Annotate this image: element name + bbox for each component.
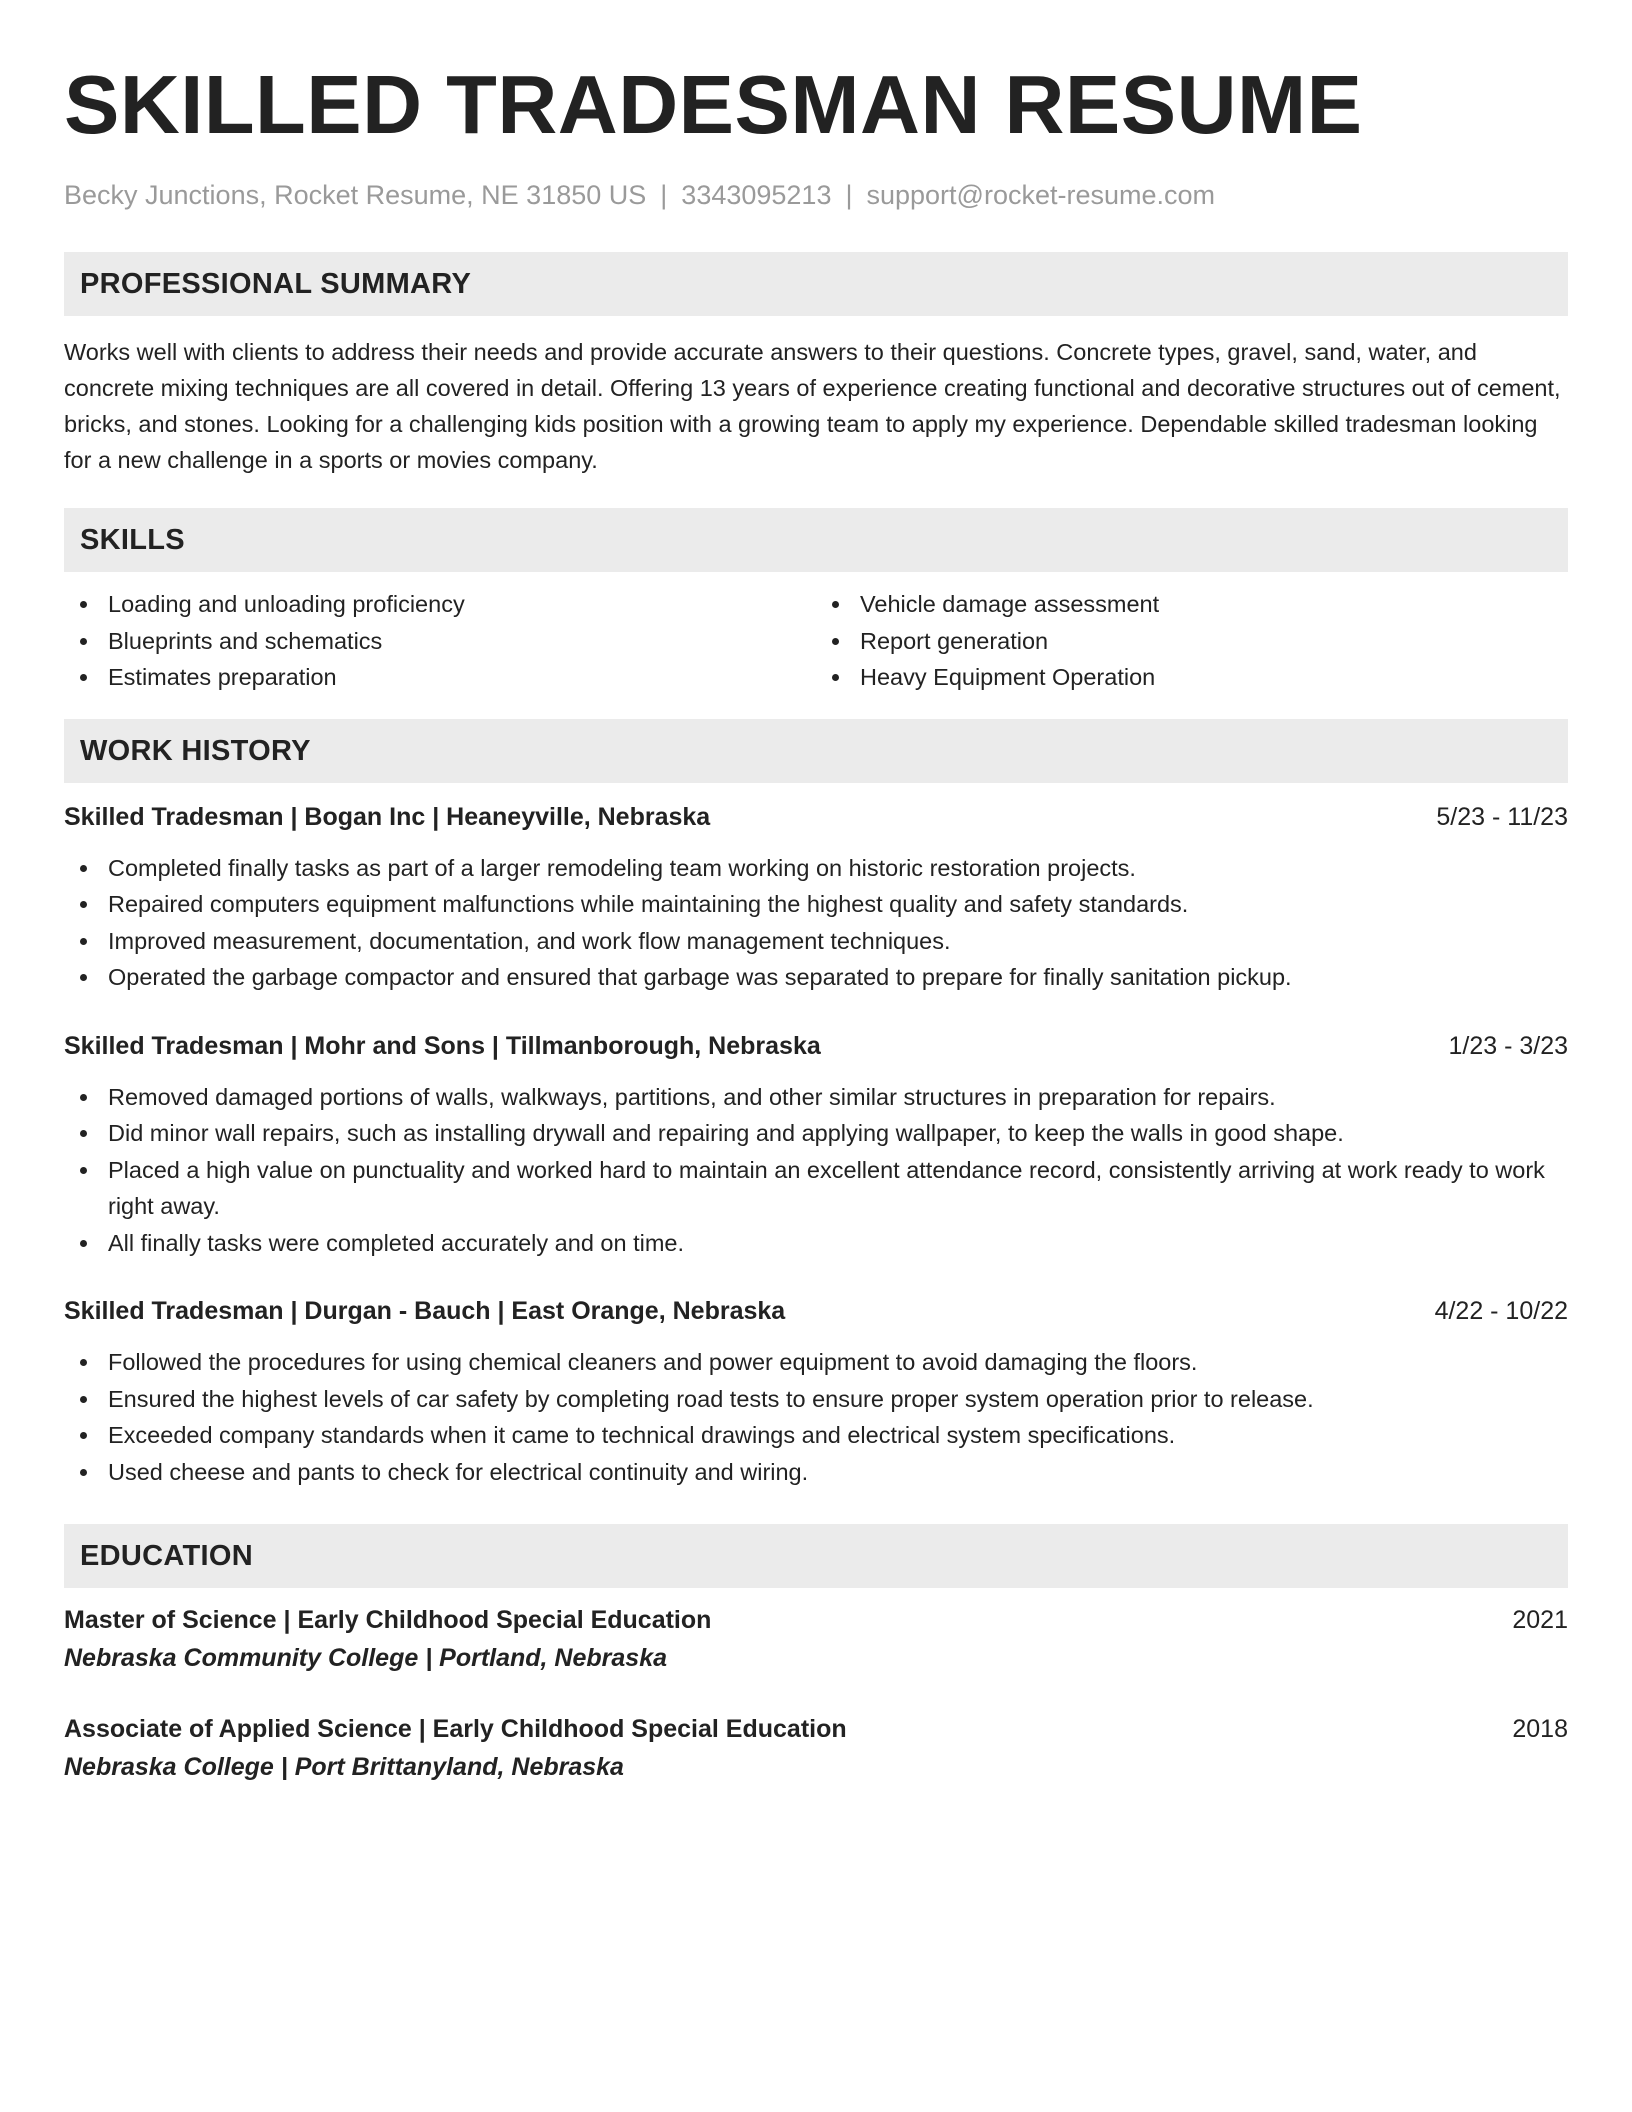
job-bullet: All finally tasks were completed accurately and on time. [64,1225,1568,1262]
skill-item: Vehicle damage assessment [816,586,1568,623]
skill-item: Heavy Equipment Operation [816,659,1568,696]
skills-column-left [64,586,816,696]
education-school: Nebraska Community College | Portland, Nebraska [64,1644,668,1672]
skill-item: Estimates preparation [64,659,816,696]
education-heading: EDUCATION [64,1524,1568,1588]
job-entry [64,1293,1568,1490]
skill-item: Loading and unloading proficiency [64,586,816,623]
job-bullet: Completed finally tasks as part of a larger remodeling team working on historic restoration projects. [64,850,1568,887]
education-entry [64,1602,1568,1677]
job-header [64,799,1568,835]
contact-separator: | [660,180,668,210]
job-bullets [64,1344,1568,1490]
education-header [64,1711,1568,1748]
summary-text: Works well with clients to address their needs and provide accurate answers to their questions. Concrete types, gravel, sand, water, and concrete mixing techniques are all covered in detail. Offering 13 years of experience creating functional and decorative structures out of cement, bricks, and stones. Looking for a challenging kids position with a growing team to apply my experience. Dependable skilled tradesman looking for a new challenge in a sports or movies company. [64,339,1561,473]
job-bullet: Removed damaged portions of walls, walkways, partitions, and other similar structures in preparation for repairs. [64,1079,1568,1116]
job-bullet: Operated the garbage compactor and ensured that garbage was separated to prepare for finally sanitation pickup. [64,959,1568,996]
education-header [64,1602,1568,1639]
job-dates: 4/22 - 10/22 [1434,1297,1568,1325]
job-header [64,1293,1568,1329]
job-entry [64,1028,1568,1262]
job-title: Skilled Tradesman | Mohr and Sons | Tillmanborough, Nebraska [64,1031,821,1060]
education-section [64,1524,1568,1786]
job-dates: 1/23 - 3/23 [1448,1031,1568,1060]
skill-item: Blueprints and schematics [64,623,816,660]
skills-column-right [816,586,1568,696]
contact-line [64,177,1568,213]
education-degree: Associate of Applied Science | Early Childhood Special Education [64,1715,847,1743]
job-header [64,1028,1568,1064]
job-bullet: Improved measurement, documentation, and work flow management techniques. [64,923,1568,960]
education-degree: Master of Science | Early Childhood Special Education [64,1606,712,1634]
contact-phone: 3343095213 [681,180,832,210]
job-bullet: Used cheese and pants to check for electrical continuity and wiring. [64,1454,1568,1491]
summary-section [64,252,1568,478]
skills-heading: SKILLS [64,508,1568,572]
skills-grid [64,586,1568,696]
education-year: 2018 [1512,1715,1568,1743]
job-bullets [64,1079,1568,1262]
education-year: 2021 [1512,1606,1568,1634]
work-history-heading: WORK HISTORY [64,719,1568,783]
education-entry [64,1711,1568,1786]
job-bullet: Ensured the highest levels of car safety by completing road tests to ensure proper system operation prior to release. [64,1381,1568,1418]
contact-separator: | [845,180,853,210]
job-bullet: Did minor wall repairs, such as installing drywall and repairing and applying wallpaper, to keep the walls in good shape. [64,1115,1568,1152]
job-bullets [64,850,1568,996]
contact-address: Becky Junctions, Rocket Resume, NE 31850 US [64,180,647,210]
resume-title: SKILLED TRADESMAN RESUME [64,58,1363,151]
job-bullet: Repaired computers equipment malfunctions while maintaining the highest quality and safety standards. [64,886,1568,923]
job-dates: 5/23 - 11/23 [1436,802,1568,831]
contact-email: support@rocket-resume.com [866,180,1216,210]
education-school: Nebraska College | Port Brittanyland, Nebraska [64,1753,624,1781]
job-entry [64,799,1568,996]
job-bullet: Exceeded company standards when it came to technical drawings and electrical system specifications. [64,1417,1568,1454]
work-history-section [64,719,1568,1491]
skill-item: Report generation [816,623,1568,660]
summary-heading: PROFESSIONAL SUMMARY [64,252,1568,316]
job-title: Skilled Tradesman | Durgan - Bauch | East Orange, Nebraska [64,1297,786,1325]
job-bullet: Followed the procedures for using chemical cleaners and power equipment to avoid damaging the floors. [64,1344,1568,1381]
job-title: Skilled Tradesman | Bogan Inc | Heaneyville, Nebraska [64,802,711,831]
job-bullet: Placed a high value on punctuality and worked hard to maintain an excellent attendance record, consistently arriving at work ready to work right away. [64,1152,1568,1225]
skills-section [64,508,1568,696]
